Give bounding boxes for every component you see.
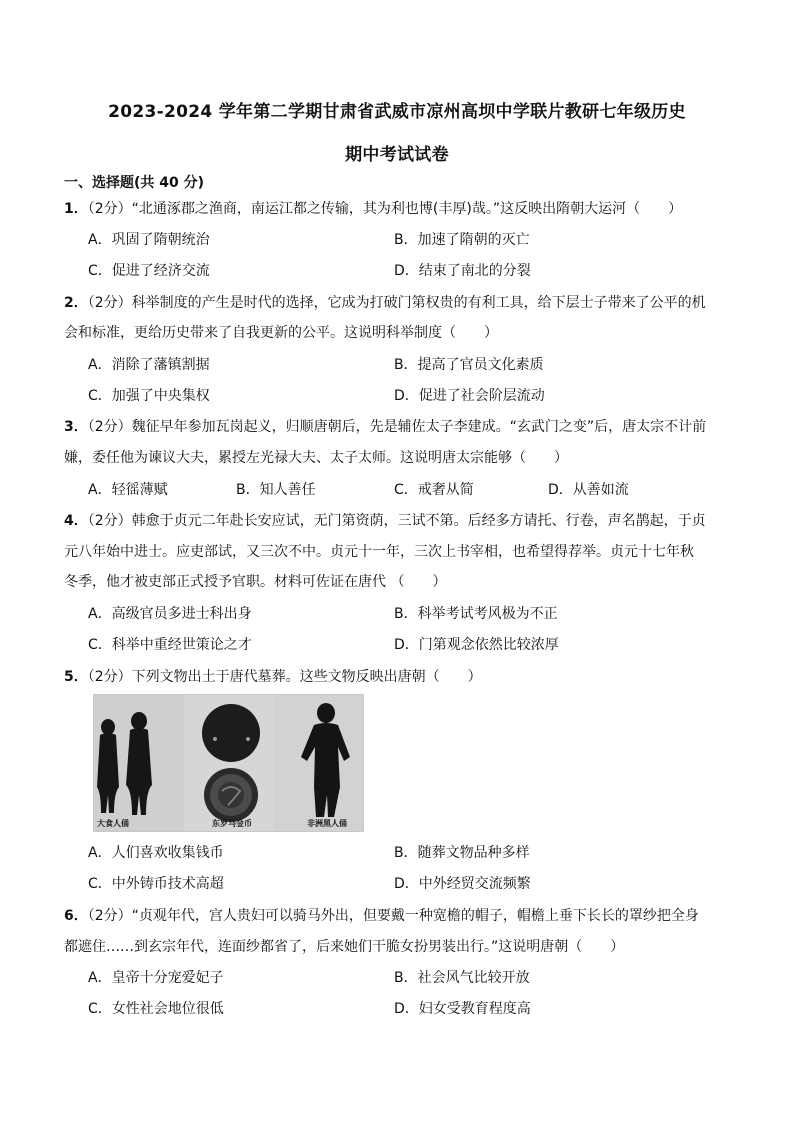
question-6-line-2: 都遮住……到玄宗年代，连面纱都省了，后来她们干脆女扮男装出行。”这说明唐朝（ ） bbox=[64, 939, 625, 955]
question-5-line-1: 5．（2分）下列文物出土于唐代墓葬。这些文物反映出唐朝（ ） bbox=[64, 669, 482, 685]
question-1-line-1: 1．（2分）“北通涿郡之渔商，南运江都之传输，其为利也博(丰厚)哉。”这反映出隋朝大运河（ ） bbox=[64, 201, 683, 217]
question-6-option-c: C．女性社会地位很低 bbox=[88, 1001, 224, 1017]
question-3-number: 3． bbox=[64, 419, 88, 435]
question-3-line-2: 嫌，委任他为谏议大夫，累授左光禄大夫、太子太师。这说明唐太宗能够（ ） bbox=[64, 450, 568, 466]
question-6-option-a: A．皇帝十分宠爱妃子 bbox=[88, 970, 224, 986]
question-5-option-c: C．中外铸币技术高超 bbox=[88, 876, 224, 892]
page-title-line1: 2023-2024 学年第二学期甘肃省武威市凉州高坝中学联片教研七年级历史 bbox=[108, 102, 686, 122]
question-2-number: 2． bbox=[64, 295, 88, 311]
caption-roman-coin: 东罗马金币 bbox=[212, 819, 252, 828]
question-4-option-a: A．高级官员多进士科出身 bbox=[88, 606, 252, 622]
question-1-option-c: C．促进了经济交流 bbox=[88, 263, 210, 279]
question-3-option-a: A．轻徭薄赋 bbox=[88, 482, 168, 498]
caption-arab-figurine: 大食人俑 bbox=[97, 819, 129, 828]
question-4-line-1: 4．（2分）韩愈于贞元二年赴长安应试，无门第资荫，三试不第。后经多方请托、行卷，声名鹊起，于贞 bbox=[64, 513, 706, 529]
question-6-option-d: D．妇女受教育程度高 bbox=[394, 1001, 531, 1017]
question-4-number: 4． bbox=[64, 513, 88, 529]
caption-african-figurine: 非洲黑人俑 bbox=[307, 819, 347, 828]
question-2-option-b: B．提高了官员文化素质 bbox=[394, 357, 544, 373]
question-1-option-b: B．加速了隋朝的灭亡 bbox=[394, 232, 530, 248]
question-4-option-b: B．科举考试考风极为不正 bbox=[394, 606, 558, 622]
question-2-line-2: 会和标准，更给历史带来了自我更新的公平。这说明科举制度（ ） bbox=[64, 325, 498, 341]
question-6-option-b: B．社会风气比较开放 bbox=[394, 970, 530, 986]
section-heading: 一、选择题(共 40 分) bbox=[64, 175, 205, 191]
question-6-number: 6． bbox=[64, 908, 88, 924]
question-3-line-1: 3．（2分）魏征早年参加瓦岗起义，归顺唐朝后，先是辅佐太子李建成。“玄武门之变”后，唐太宗不计前 bbox=[64, 419, 707, 435]
question-1-option-a: A．巩固了隋朝统治 bbox=[88, 232, 210, 248]
question-3-option-b: B．知人善任 bbox=[236, 482, 316, 498]
question-3-option-c: C．戒奢从简 bbox=[394, 482, 474, 498]
page-title-line2: 期中考试试卷 bbox=[345, 145, 449, 165]
question-5-number: 5． bbox=[64, 669, 88, 685]
question-1-option-d: D．结束了南北的分裂 bbox=[394, 263, 531, 279]
question-4-line-3: 冬季，他才被吏部正式授予官职。材料可佐证在唐代 （ ） bbox=[64, 574, 447, 590]
question-2-option-a: A．消除了藩镇割据 bbox=[88, 357, 210, 373]
question-5-option-b: B．随葬文物品种多样 bbox=[394, 845, 530, 861]
artifact-illustration bbox=[94, 695, 363, 831]
question-5-option-d: D．中外经贸交流频繁 bbox=[394, 876, 531, 892]
question-2-line-1: 2．（2分）科举制度的产生是时代的选择，它成为打破门第权贵的有利工具，给下层士子带来了公平的机 bbox=[64, 295, 706, 311]
artifact-photo bbox=[93, 694, 364, 832]
question-4-option-d: D．门第观念依然比较浓厚 bbox=[394, 637, 559, 653]
question-2-option-d: D．促进了社会阶层流动 bbox=[394, 388, 545, 404]
question-3-option-d: D．从善如流 bbox=[548, 482, 629, 498]
question-1-number: 1． bbox=[64, 201, 88, 217]
question-4-line-2: 元八年始中进士。应吏部试，又三次不中。贞元十一年，三次上书宰相，也希望得荐举。贞元十七年秋 bbox=[64, 544, 694, 560]
question-2-option-c: C．加强了中央集权 bbox=[88, 388, 210, 404]
question-5-option-a: A．人们喜欢收集钱币 bbox=[88, 845, 224, 861]
question-6-line-1: 6．（2分）“贞观年代，宫人贵妇可以骑马外出，但要戴一种宽檐的帽子，帽檐上垂下长长的罩纱把全身 bbox=[64, 908, 699, 924]
question-4-option-c: C．科举中重经世策论之才 bbox=[88, 637, 252, 653]
